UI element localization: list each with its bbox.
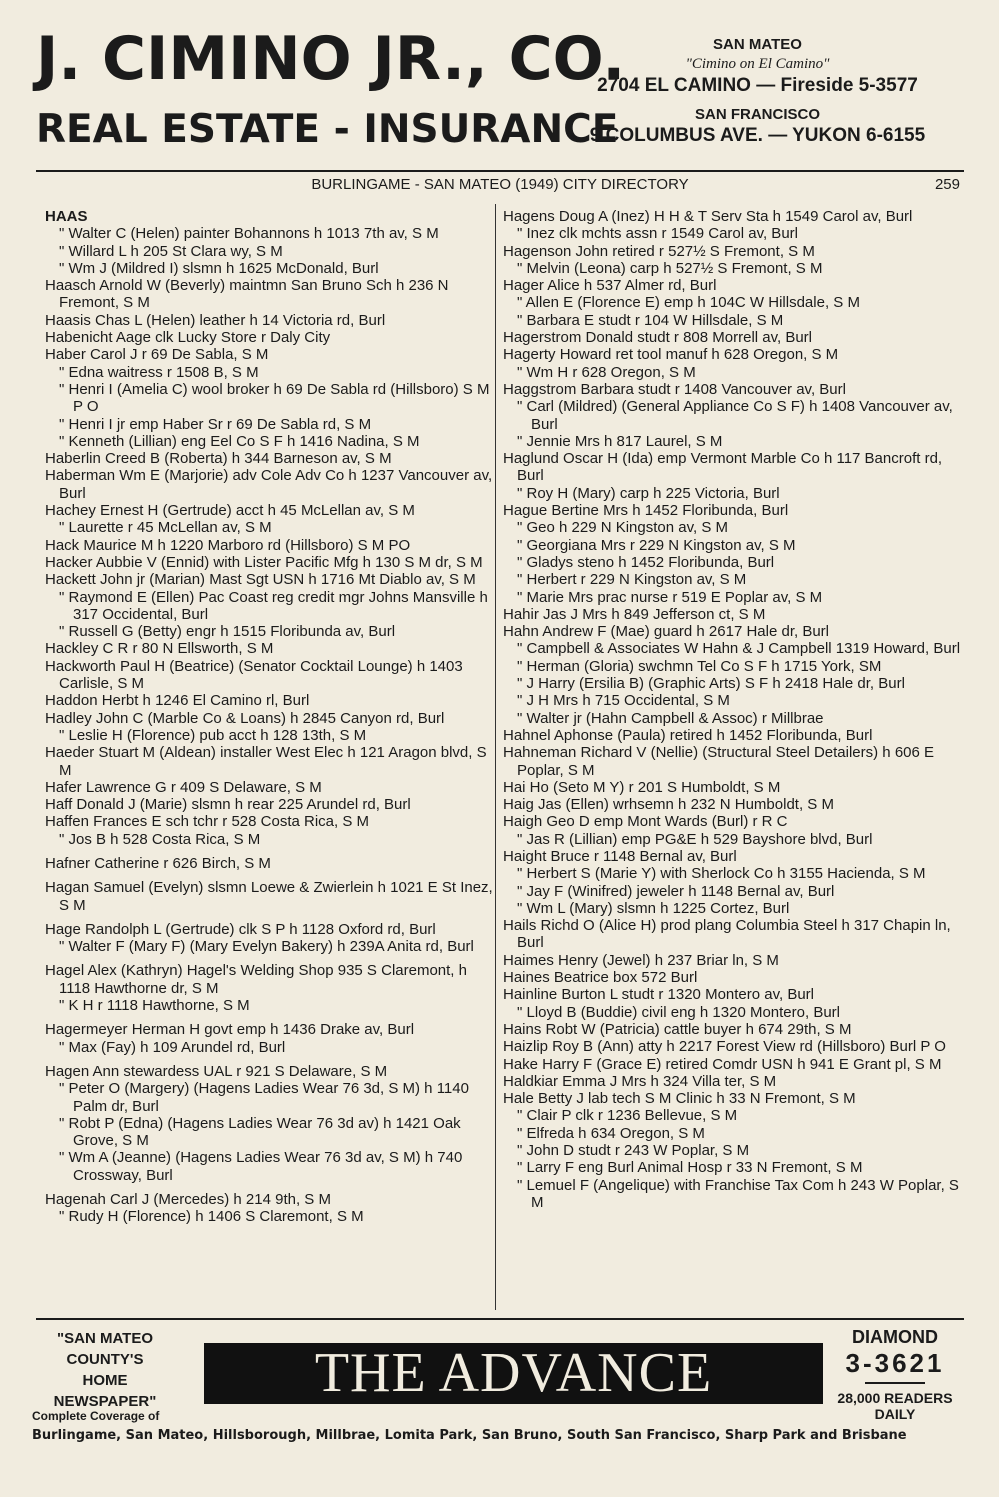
left-column xyxy=(45,208,493,1226)
directory-entry: Hahnel Aphonse (Paula) retired h 1452 Floribunda, Burl xyxy=(503,726,873,744)
directory-entry: Hadley John C (Marble Co & Loans) h 2845 Canyon rd, Burl xyxy=(45,709,445,727)
home-paper-line: NEWSPAPER" xyxy=(53,1393,157,1410)
directory-title: BURLINGAME - SAN MATEO (1949) CITY DIRECTORY xyxy=(311,176,689,193)
advance-advertisement xyxy=(30,1322,968,1462)
directory-entry: " Inez clk mchts assn r 1549 Carol av, Burl xyxy=(517,225,798,243)
directory-entry: " Wm H r 628 Oregon, S M xyxy=(517,363,696,381)
directory-entry: " Geo h 229 N Kingston av, S M xyxy=(517,519,728,537)
right-column xyxy=(503,208,963,1211)
home-paper-line: "SAN MATEO xyxy=(57,1330,153,1347)
cimino-ad-left xyxy=(36,24,626,152)
directory-entry: Hack Maurice M h 1220 Marboro rd (Hillsboro) S M PO xyxy=(45,536,411,554)
newspaper-masthead: THE ADVANCE xyxy=(204,1343,823,1404)
directory-entry: " Willard L h 205 St Clara wy, S M xyxy=(59,242,283,260)
directory-entry: Hahneman Richard V (Nellie) (Structural Steel Detailers) h 606 E Poplar, S M xyxy=(503,744,935,779)
phone-rule xyxy=(865,1382,925,1384)
directory-entry: " Allen E (Florence E) emp h 104C W Hillsdale, S M xyxy=(517,294,860,312)
directory-entry: Hainline Burton L studt r 1320 Montero av, Burl xyxy=(503,986,815,1004)
directory-entry: Haeder Stuart M (Aldean) installer West Elec h 121 Aragon blvd, S M xyxy=(45,744,487,779)
directory-entry: Haddon Herbt h 1246 El Camino rl, Burl xyxy=(45,692,310,710)
directory-entry: Haggstrom Barbara studt r 1408 Vancouver av, Burl xyxy=(503,380,846,398)
directory-entry: Haasis Chas L (Helen) leather h 14 Victoria rd, Burl xyxy=(45,311,386,329)
directory-entry: Hagermeyer Herman H govt emp h 1436 Drake av, Burl xyxy=(45,1021,415,1039)
directory-entry: " Jennie Mrs h 817 Laurel, S M xyxy=(517,432,723,450)
directory-entry: " Henri I jr emp Haber Sr r 69 De Sabla rd, S M xyxy=(59,415,372,433)
directory-entry: Hafner Catherine r 626 Birch, S M xyxy=(45,854,271,872)
daily-label: DAILY xyxy=(874,1406,916,1422)
directory-entry: Habenicht Aage clk Lucky Store r Daly City xyxy=(45,329,331,347)
directory-entry: " Melvin (Leona) carp h 527½ S Fremont, S M xyxy=(517,259,823,277)
directory-entry: " Russell G (Betty) engr h 1515 Floribunda av, Burl xyxy=(59,623,396,641)
cimino-ad-offices xyxy=(551,36,964,148)
directory-entry: Hahn Andrew F (Mae) guard h 2617 Hale dr, Burl xyxy=(503,623,830,641)
directory-entry: Haizlip Roy B (Ann) atty h 2217 Forest View rd (Hillsboro) Burl P O xyxy=(503,1038,946,1056)
directory-entry: Hagen Ann stewardess UAL r 921 S Delaware, S M xyxy=(45,1062,388,1080)
directory-entry: " Kenneth (Lillian) eng Eel Co S F h 1416 Nadina, S M xyxy=(59,432,420,450)
directory-entry: " Elfreda h 634 Oregon, S M xyxy=(517,1124,705,1142)
directory-entry: Haglund Oscar H (Ida) emp Vermont Marble Co h 117 Bancroft rd, Burl xyxy=(503,450,943,485)
directory-entry: " Herman (Gloria) swchmn Tel Co S F h 1715 York, SM xyxy=(517,657,882,675)
directory-entry: " J Harry (Ersilia B) (Graphic Arts) S F h 2418 Hale dr, Burl xyxy=(517,675,905,693)
directory-entry: " Clair P clk r 1236 Bellevue, S M xyxy=(517,1107,738,1125)
directory-entry: Hagenah Carl J (Mercedes) h 214 9th, S M xyxy=(45,1191,331,1209)
directory-entry: " Max (Fay) h 109 Arundel rd, Burl xyxy=(59,1038,286,1056)
column-divider xyxy=(495,204,496,1310)
phone-number: 3-3621 xyxy=(845,1348,945,1378)
directory-entry: Hagens Doug A (Inez) H H & T Serv Sta h 1549 Carol av, Burl xyxy=(503,208,913,225)
directory-entry: Haffen Frances E sch tchr r 528 Costa Rica, S M xyxy=(45,813,370,831)
san-mateo-address: 2704 EL CAMINO — Fireside 5-3577 xyxy=(597,75,918,96)
directory-entry: " Walter jr (Hahn Campbell & Assoc) r Millbrae xyxy=(517,709,824,727)
directory-entry: Hackett John jr (Marian) Mast Sgt USN h 1716 Mt Diablo av, S M xyxy=(45,571,476,589)
directory-entry: Haberlin Creed B (Roberta) h 344 Barneson av, S M xyxy=(45,450,392,468)
section-heading: HAAS xyxy=(45,208,88,225)
coverage-towns: Burlingame, San Mateo, Hillsborough, Millbrae, Lomita Park, San Bruno, South San Francisco, Sharp Park and Brisbane xyxy=(32,1428,907,1443)
san-francisco-label: SAN FRANCISCO xyxy=(694,106,820,123)
directory-entry: Hai Ho (Seto M Y) r 201 S Humboldt, S M xyxy=(503,778,781,796)
home-newspaper-label xyxy=(30,1328,180,1412)
directory-entry: Haig Jas (Ellen) wrhsemn h 232 N Humboldt, S M xyxy=(503,796,834,814)
directory-entry: " Leslie H (Florence) pub acct h 128 13th, S M xyxy=(59,726,367,744)
directory-entry: Hafer Lawrence G r 409 S Delaware, S M xyxy=(45,778,322,796)
directory-entry: Haines Beatrice box 572 Burl xyxy=(503,969,698,987)
directory-entry: " Gladys steno h 1452 Floribunda, Burl xyxy=(517,553,775,571)
company-services: REAL ESTATE - INSURANCE xyxy=(36,107,619,152)
directory-entry: " K H r 1118 Hawthorne, S M xyxy=(59,997,250,1015)
directory-entry: " Robt P (Edna) (Hagens Ladies Wear 76 3d av) h 1421 Oak Grove, S M xyxy=(59,1114,461,1150)
directory-entry: Hage Randolph L (Gertrude) clk S P h 1128 Oxford rd, Burl xyxy=(45,920,436,938)
directory-entry: " Edna waitress r 1508 B, S M xyxy=(59,363,259,381)
directory-entry: " Marie Mrs prac nurse r 519 E Poplar av, S M xyxy=(517,588,823,606)
directory-entry: Hagerty Howard ret tool manuf h 628 Oregon, S M xyxy=(503,346,839,364)
phone-exchange: DIAMOND xyxy=(852,1327,938,1347)
directory-entry: " Barbara E studt r 104 W Hillsdale, S M xyxy=(517,311,784,329)
home-paper-line: COUNTY'S xyxy=(66,1351,144,1368)
directory-entry: Hachey Ernest H (Gertrude) acct h 45 McLellan av, S M xyxy=(45,502,415,520)
directory-entry: " Jay F (Winifred) jeweler h 1148 Bernal av, Burl xyxy=(517,882,835,900)
directory-entry: " Laurette r 45 McLellan av, S M xyxy=(59,519,272,537)
cimino-advertisement xyxy=(36,24,964,168)
directory-entry: " Lemuel F (Angelique) with Franchise Tax Com h 243 W Poplar, S M xyxy=(517,1176,959,1211)
directory-entry: Haimes Henry (Jewel) h 237 Briar ln, S M xyxy=(503,951,779,969)
page-number: 259 xyxy=(934,176,960,193)
directory-entry: Hague Bertine Mrs h 1452 Floribunda, Burl xyxy=(503,502,789,520)
directory-entry: " Wm A (Jeanne) (Hagens Ladies Wear 76 3d av, S M) h 740 Crossway, Burl xyxy=(59,1149,463,1184)
directory-entry: " Henri I (Amelia C) wool broker h 69 De Sabla rd (Hillsboro) S M P O xyxy=(59,380,490,416)
directory-entry: Hahir Jas J Mrs h 849 Jefferson ct, S M xyxy=(503,605,766,623)
directory-entry: " Wm L (Mary) slsmn h 1225 Cortez, Burl xyxy=(517,899,790,917)
directory-entry: Hagel Alex (Kathryn) Hagel's Welding Shop 935 S Claremont, h 1118 Hawthorne dr, S M xyxy=(45,962,467,997)
directory-entry: " Herbert r 229 N Kingston av, S M xyxy=(517,571,747,589)
directory-entry: Haber Carol J r 69 De Sabla, S M xyxy=(45,346,269,364)
directory-entry: " Campbell & Associates W Hahn & J Campbell 1319 Howard, Burl xyxy=(517,640,961,658)
directory-entry: " J H Mrs h 715 Occidental, S M xyxy=(517,692,730,710)
directory-entry: Hager Alice h 537 Almer rd, Burl xyxy=(503,277,717,295)
company-name: J. CIMINO JR., CO. xyxy=(36,24,626,94)
directory-entry: Hagan Samuel (Evelyn) slsmn Loewe & Zwierlein h 1021 E St Inez, S M xyxy=(45,879,493,914)
directory-entry: Haff Donald J (Marie) slsmn h rear 225 Arundel rd, Burl xyxy=(45,796,411,814)
directory-entry: Hails Richd O (Alice H) prod plang Columbia Steel h 317 Chapin ln, Burl xyxy=(503,917,951,952)
directory-entry: Hackworth Paul H (Beatrice) (Senator Cocktail Lounge) h 1403 Carlisle, S M xyxy=(45,657,463,693)
directory-entry: Haberman Wm E (Marjorie) adv Cole Adv Co h 1237 Vancouver av, Burl xyxy=(45,467,493,502)
directory-entry: Hackley C R r 80 N Ellsworth, S M xyxy=(45,640,274,658)
san-francisco-address: 9 COLUMBUS AVE. — YUKON 6-6155 xyxy=(589,125,926,146)
directory-entry: " Walter C (Helen) painter Bohannons h 1013 7th av, S M xyxy=(59,225,439,243)
directory-entry: " Raymond E (Ellen) Pac Coast reg credit mgr Johns Mansville h 317 Occidental, Burl xyxy=(59,588,488,623)
directory-entry: " Georgiana Mrs r 229 N Kingston av, S M xyxy=(517,536,796,554)
directory-entry: Hacker Aubbie V (Ennid) with Lister Pacific Mfg h 130 S M dr, S M xyxy=(45,553,483,571)
directory-entry: " Wm J (Mildred I) slsmn h 1625 McDonald, Burl xyxy=(59,259,379,277)
directory-entry: " Peter O (Margery) (Hagens Ladies Wear 76 3d, S M) h 1140 Palm dr, Burl xyxy=(59,1080,469,1115)
readership: 28,000 READERS xyxy=(837,1390,953,1406)
san-mateo-label: SAN MATEO xyxy=(713,36,802,53)
home-paper-line: HOME xyxy=(82,1372,128,1389)
directory-entry: " Roy H (Mary) carp h 225 Victoria, Burl xyxy=(517,484,780,502)
header-rule xyxy=(36,170,964,172)
ad-slogan: "Cimino on El Camino" xyxy=(685,56,830,72)
directory-entry: Hains Robt W (Patricia) cattle buyer h 674 29th, S M xyxy=(503,1020,852,1038)
directory-entry: " Jas R (Lillian) emp PG&E h 529 Bayshore blvd, Burl xyxy=(517,830,873,848)
directory-entry: Haldkiar Emma J Mrs h 324 Villa ter, S M xyxy=(503,1072,777,1090)
directory-entry: Hagerstrom Donald studt r 808 Morrell av, Burl xyxy=(503,329,813,347)
directory-entry: " Lloyd B (Buddie) civil eng h 1320 Montero, Burl xyxy=(517,1003,840,1021)
newspaper-phone xyxy=(825,1326,965,1422)
coverage-label: Complete Coverage of xyxy=(32,1409,160,1423)
footer-rule xyxy=(36,1318,964,1320)
directory-entry: " Herbert S (Marie Y) with Sherlock Co h 3155 Hacienda, S M xyxy=(517,865,926,883)
directory-entry: " Rudy H (Florence) h 1406 S Claremont, S M xyxy=(59,1208,364,1226)
directory-entry: " Walter F (Mary F) (Mary Evelyn Bakery) h 239A Anita rd, Burl xyxy=(59,938,474,956)
directory-entry: " Larry F eng Burl Animal Hosp r 33 N Fremont, S M xyxy=(517,1159,863,1177)
directory-entry: Hake Harry F (Grace E) retired Comdr USN h 941 E Grant pl, S M xyxy=(503,1055,942,1073)
directory-entry: " John D studt r 243 W Poplar, S M xyxy=(517,1142,750,1160)
directory-entry: Hagenson John retired r 527½ S Fremont, S M xyxy=(503,242,815,260)
directory-entry: Haasch Arnold W (Beverly) maintmn San Bruno Sch h 236 N Fremont, S M xyxy=(45,277,449,312)
directory-entry: Hale Betty J lab tech S M Clinic h 33 N Fremont, S M xyxy=(503,1090,856,1108)
directory-entry: Haigh Geo D emp Mont Wards (Burl) r R C xyxy=(503,813,788,831)
directory-entry: " Jos B h 528 Costa Rica, S M xyxy=(59,830,261,848)
directory-entry: " Carl (Mildred) (General Appliance Co S F) h 1408 Vancouver av, Burl xyxy=(517,398,953,433)
directory-entry: Haight Bruce r 1148 Bernal av, Burl xyxy=(503,847,737,865)
